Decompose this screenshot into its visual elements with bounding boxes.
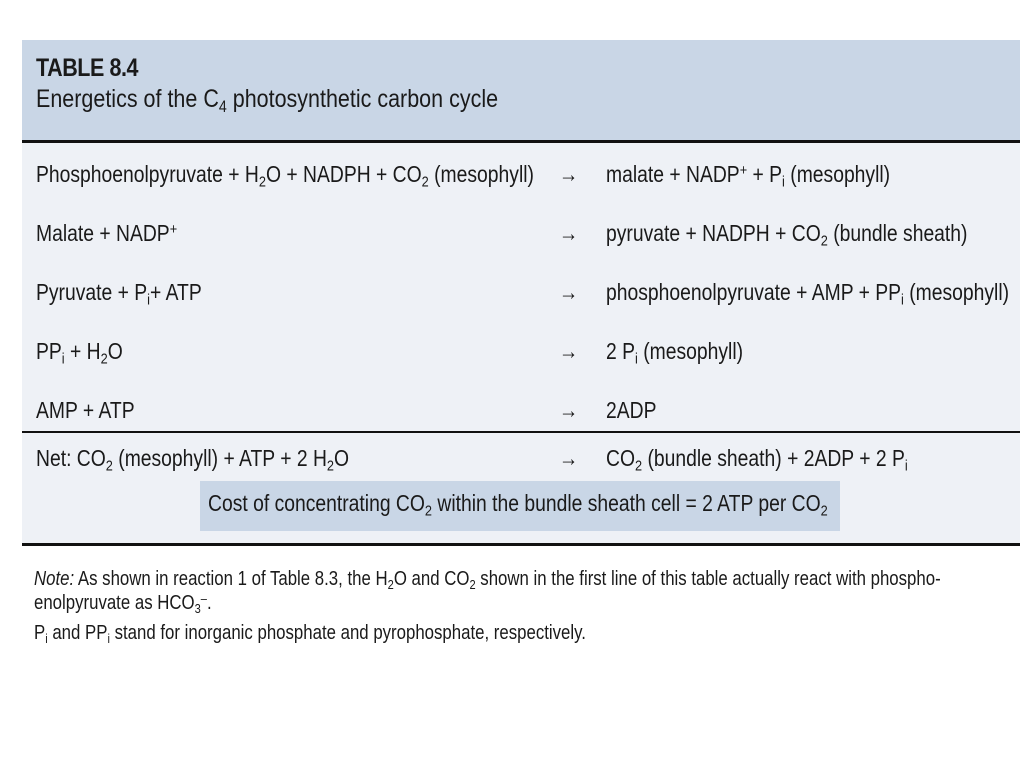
reactants: $PP_i + H_2O$ (36, 338, 123, 368)
reaction-row (22, 151, 1020, 210)
energetics-table (22, 40, 1020, 546)
net-reactants: Net: $CO_2$ (mesophyll) + ATP + 2 $H_2O$ (36, 444, 350, 475)
note-line: $P_i$ and $PP_i$ stand for inorganic phosphate and pyrophosphate, respectively. (34, 622, 586, 646)
reaction-row (22, 387, 1020, 431)
products: malate + NADP+ + $P_i$ (mesophyll) (606, 161, 891, 191)
bottom-rule (22, 543, 1020, 546)
arrow-icon: → (559, 397, 579, 423)
reaction-rows (22, 143, 1020, 431)
arrow-icon: → (559, 338, 579, 364)
products: 2 $P_i$ (mesophyll) (606, 338, 744, 368)
reaction-row (22, 210, 1020, 269)
arrow-icon: → (559, 161, 579, 187)
reaction-row (22, 328, 1020, 387)
products: pyruvate + NADPH + $CO_2$ (bundle sheath) (606, 220, 968, 250)
note-label: Note: (34, 568, 75, 590)
cost-text: Cost of concentrating $CO_2$ within the bundle sheath cell = 2 ATP per $CO_2$ (208, 489, 828, 520)
reactants: Pyruvate + $P_i+$ ATP (36, 279, 202, 309)
reaction-row (22, 269, 1020, 328)
note-line: enolpyruvate as $HCO_3^-$. (34, 591, 212, 616)
net-row (22, 433, 1020, 543)
reactants: Malate + NADP+ (36, 220, 178, 246)
arrow-icon: → (559, 279, 579, 305)
net-products: $CO_2$ (bundle sheath) + 2ADP + 2 $P_i$ (606, 444, 908, 475)
table-body (22, 143, 1020, 543)
table-notes (34, 567, 1004, 645)
table-number: TABLE 8.4 (36, 54, 139, 82)
table-header (22, 40, 1020, 140)
reactants: Phosphoenolpyruvate + $H_2O$ + NADPH + $CO_2$ (mesophyll) (36, 161, 534, 191)
table-title: Energetics of the $C_4$ photosynthetic carbon cycle (36, 85, 499, 116)
arrow-icon: → (559, 444, 579, 471)
products: 2ADP (606, 397, 657, 423)
products: phosphoenolpyruvate + AMP + $PP_i$ (mesophyll) (606, 279, 1010, 309)
arrow-icon: → (559, 220, 579, 246)
cost-box (200, 481, 840, 531)
reactants: AMP + ATP (36, 397, 135, 423)
note-line: Note: As shown in reaction 1 of Table 8.3, the $H_2O$ and $CO_2$ shown in the first line of this table actually react with phospho- (34, 568, 941, 592)
